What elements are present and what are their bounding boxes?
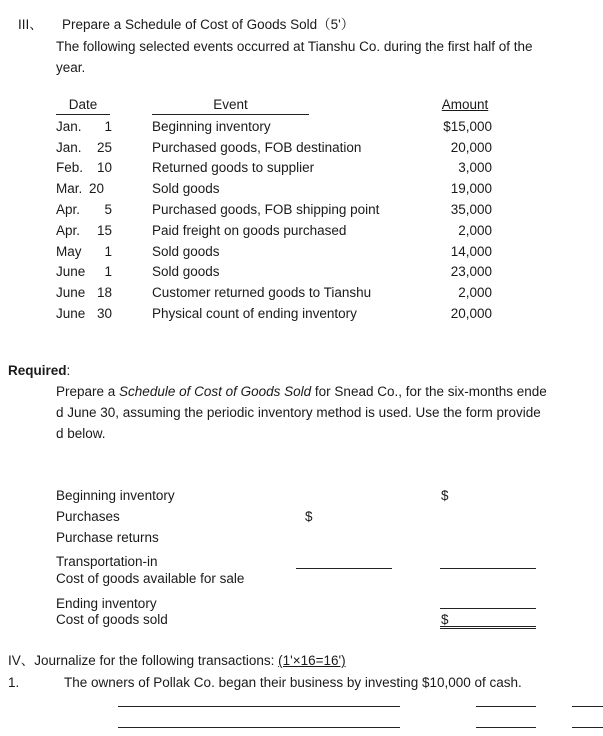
required-colon: :	[66, 363, 71, 378]
row-month: June	[56, 264, 86, 279]
row-month: Feb.	[56, 160, 84, 175]
row-day: 10	[96, 160, 112, 175]
event-column-header: Event	[152, 97, 309, 115]
transportation-in-label: Transportation-in	[56, 554, 158, 569]
required-line-1-post: for Snead Co., for the six-months ende	[311, 384, 547, 399]
journal-debit-line[interactable]	[476, 727, 536, 728]
row-day: 1	[104, 119, 112, 134]
schedule-title-italic: Schedule of Cost of Goods Sold	[119, 384, 312, 399]
row-month: Jan.	[56, 119, 82, 134]
row-month: Apr.	[56, 202, 81, 217]
row-day: 18	[96, 285, 112, 300]
required-line-1-pre: Prepare a	[56, 384, 120, 399]
row-month: June	[56, 285, 86, 300]
journal-account-line[interactable]	[118, 706, 400, 707]
item-1-text: The owners of Pollak Co. began their business by investing $10,000 of cash.	[64, 675, 522, 690]
row-day: 5	[104, 202, 112, 217]
row-event: Sold goods	[152, 181, 220, 196]
beginning-inventory-label: Beginning inventory	[56, 488, 175, 503]
section-title: Prepare a Schedule of Cost of Goods Sold（5'）	[62, 17, 355, 32]
purchase-returns-label: Purchase returns	[56, 530, 159, 545]
row-amount: 19,000	[450, 181, 492, 196]
section-4-points: (1'×16=16')	[278, 653, 346, 668]
row-event: Sold goods	[152, 244, 220, 259]
required-line-2: d June 30, assuming the periodic inventory method is used. Use the form provide	[56, 405, 541, 420]
item-1-number: 1.	[8, 675, 20, 690]
row-amount: 20,000	[450, 140, 492, 155]
cost-available-label: Cost of goods available for sale	[56, 571, 245, 586]
beginning-inventory-dollar-sign: $	[441, 488, 449, 503]
row-amount: 3,000	[458, 160, 492, 175]
ending-inventory-answer-line[interactable]	[440, 608, 536, 609]
required-heading	[8, 363, 70, 379]
row-day: 15	[96, 223, 112, 238]
row-month: Mar.	[56, 181, 83, 196]
required-line-3: d below.	[56, 426, 106, 441]
row-day: 1	[104, 244, 112, 259]
transportation-in-answer-line[interactable]	[296, 568, 392, 569]
row-event: Sold goods	[152, 264, 220, 279]
cost-sold-dollar-sign: $	[441, 612, 449, 627]
row-event: Beginning inventory	[152, 119, 271, 134]
row-month: Jan.	[56, 140, 82, 155]
row-amount: $15,000	[443, 119, 492, 134]
row-event: Paid freight on goods purchased	[152, 223, 347, 238]
row-day: 1	[104, 264, 112, 279]
ending-inventory-label: Ending inventory	[56, 596, 157, 611]
row-event: Physical count of ending inventory	[152, 306, 357, 321]
row-event: Returned goods to supplier	[152, 160, 315, 175]
row-day: 25	[96, 140, 112, 155]
purchases-label: Purchases	[56, 509, 120, 524]
intro-line-2: year.	[56, 60, 86, 75]
journal-credit-line[interactable]	[572, 706, 603, 707]
amount-column-header: Amount	[441, 97, 489, 112]
purchases-dollar-sign: $	[305, 509, 313, 524]
row-amount: 20,000	[450, 306, 492, 321]
row-month: Apr.	[56, 223, 81, 238]
row-amount: 14,000	[450, 244, 492, 259]
cost-available-answer-line[interactable]	[440, 568, 536, 569]
row-amount: 35,000	[450, 202, 492, 217]
section-4-heading	[8, 653, 346, 669]
row-day: 30	[96, 306, 112, 321]
section-number: III、	[18, 17, 43, 32]
intro-line-1: The following selected events occurred at Tianshu Co. during the first half of the	[56, 39, 533, 54]
cost-sold-answer-line-2[interactable]	[440, 628, 536, 629]
cost-sold-label: Cost of goods sold	[56, 612, 168, 627]
journal-credit-line[interactable]	[572, 727, 603, 728]
section-4-title: IV、Journalize for the following transactions:	[8, 653, 279, 668]
row-month: June	[56, 306, 86, 321]
row-event: Customer returned goods to Tianshu	[152, 285, 372, 300]
date-column-header: Date	[56, 97, 110, 115]
required-label: Required	[8, 363, 67, 378]
required-line-1	[56, 384, 547, 400]
row-event: Purchased goods, FOB shipping point	[152, 202, 380, 217]
journal-account-line[interactable]	[118, 727, 400, 728]
row-day: 20	[88, 181, 104, 196]
row-event: Purchased goods, FOB destination	[152, 140, 362, 155]
row-amount: 2,000	[458, 285, 492, 300]
row-amount: 2,000	[458, 223, 492, 238]
row-amount: 23,000	[450, 264, 492, 279]
journal-debit-line[interactable]	[476, 706, 536, 707]
row-month: May	[56, 244, 82, 259]
cost-sold-answer-line-1[interactable]	[440, 626, 536, 627]
